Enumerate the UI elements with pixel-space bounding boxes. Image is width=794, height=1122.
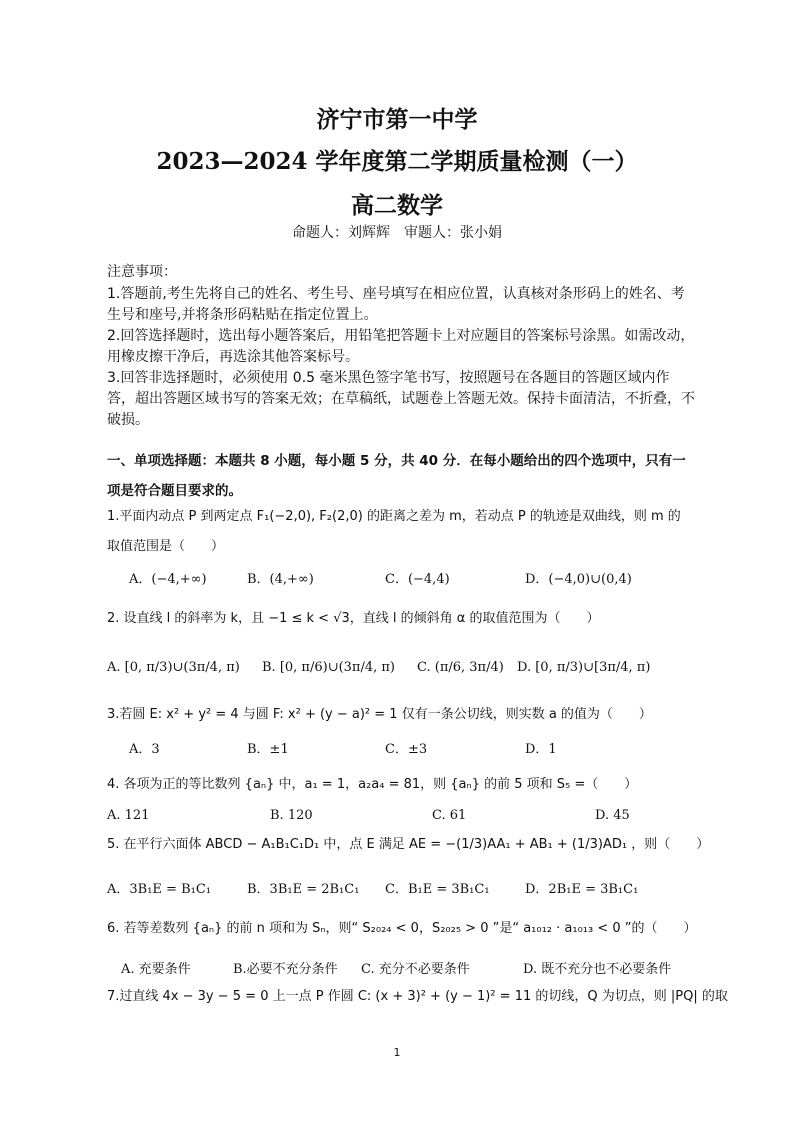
- question-3: [107, 700, 707, 730]
- option-c: C．(−4,4): [385, 572, 450, 587]
- question-5: [107, 830, 710, 860]
- option-d: D. 既不充分也不必要条件: [523, 962, 672, 977]
- option-d: D. 45: [595, 808, 630, 823]
- option-b: B．±1: [247, 742, 289, 757]
- option-a: A. 充要条件: [121, 962, 191, 977]
- question-5-options: [107, 878, 697, 902]
- question-6: [107, 914, 707, 944]
- question-4: [107, 770, 707, 800]
- question-6-line-1: 6. 若等差数列 {aₙ} 的前 n 项和为 Sₙ，则“ S₂₀₂₄ < 0，S₂₀₂₅ > 0 ”是“ a₁₀₁₂ · a₁₀₁₃ < 0 ”的（ ）: [107, 921, 697, 936]
- option-a: A. 121: [107, 808, 150, 823]
- option-a: A．3B₁E = B₁C₁: [107, 882, 211, 897]
- authors-line: 命题人：刘辉辉 审题人：张小娟: [292, 225, 502, 241]
- question-1-options: [107, 568, 697, 592]
- option-a: A. [0, π/3)∪(3π/4, π): [107, 660, 240, 675]
- question-2: [107, 604, 707, 634]
- option-d: D. [0, π/3)∪[3π/4, π): [517, 660, 651, 675]
- option-b: B．(4,+∞): [247, 572, 314, 587]
- option-b: B.必要不充分条件: [233, 962, 338, 977]
- option-a: A．3: [129, 742, 160, 757]
- option-c: C. 61: [432, 808, 467, 823]
- question-1-line-1: 1.平面内动点 P 到两定点 F₁(−2,0), F₂(2,0) 的距离之差为 m，若动点 P 的轨迹是双曲线，则 m 的: [107, 509, 681, 524]
- option-d: D．(−4,0)∪(0,4): [525, 572, 632, 587]
- option-d: D．1: [525, 742, 557, 757]
- subject-title: 高二数学: [351, 192, 443, 219]
- question-5-line-1: 5. 在平行六面体 ABCD − A₁B₁C₁D₁ 中，点 E 满足 AE = −(1/3)AA₁ + AB₁ + (1/3)AD₁ ，则（ ）: [107, 837, 710, 852]
- option-c: C．B₁E = 3B₁C₁: [385, 882, 490, 897]
- exam-title: 2023—2024 学年度第二学期质量检测（一）: [156, 148, 638, 175]
- section-heading-line-1: 一、单项选择题：本题共 8 小题，每小题 5 分，共 40 分．在每小题给出的四个选项中，只有一: [107, 453, 686, 469]
- question-1-line-2: 取值范围是（ ）: [107, 539, 225, 554]
- notice-item-3: 3.回答非选择题时，必须使用 0.5 毫米黑色签字笔书写，按照题号在各题目的答题区域内作答，超出答题区域书写的答案无效；在草稿纸，试题卷上答题无效。保持卡面清洁，不折叠，不破损。: [107, 370, 695, 428]
- school-title: 济宁市第一中学: [316, 106, 478, 133]
- question-3-line-1: 3.若圆 E: x² + y² = 4 与圆 F: x² + (y − a)² = 1 仅有一条公切线，则实数 a 的值为（ ）: [107, 707, 652, 722]
- option-c: C．±3: [385, 742, 428, 757]
- option-d: D．2B₁E = 3B₁C₁: [525, 882, 639, 897]
- notice-item-1: 1.答题前,考生先将自己的姓名、考生号、座号填写在相应位置，认真核对条形码上的姓名、考生号和座号,并将条形码粘贴在指定位置上。: [107, 286, 685, 323]
- option-a: A．(−4,+∞): [129, 572, 207, 587]
- question-2-line-1: 2. 设直线 l 的斜率为 k，且 −1 ≤ k < √3，直线 l 的倾斜角 α 的取值范围为（ ）: [107, 611, 600, 626]
- question-2-options: [107, 660, 697, 684]
- section-heading: [107, 446, 707, 506]
- question-6-options: [107, 958, 697, 982]
- notice-item-2: 2.回答选择题时，选出每小题答案后，用铅笔把答题卡上对应题目的答案标号涂黑。如需改动，用橡皮擦干净后，再选涂其他答案标号。: [107, 328, 695, 365]
- question-7: [107, 982, 728, 1012]
- option-c: C. 充分不必要条件: [361, 962, 470, 977]
- option-b: B. [0, π/6)∪(3π/4, π): [262, 660, 396, 675]
- section-heading-line-2: 项是符合题目要求的。: [107, 483, 242, 499]
- notice-heading: 注意事项：: [107, 264, 177, 280]
- question-3-options: [107, 738, 697, 762]
- question-1: [107, 502, 707, 562]
- question-7-line-1: 7.过直线 4x − 3y − 5 = 0 上一点 P 作圆 C: (x + 3)² + (y − 1)² = 11 的切线，Q 为切点，则 |PQ| 的取: [107, 989, 728, 1004]
- question-4-options: [107, 808, 697, 832]
- page-number: 1: [393, 1046, 401, 1059]
- option-c: C. (π/6, 3π/4): [417, 660, 504, 675]
- question-4-line-1: 4. 各项为正的等比数列 {aₙ} 中，a₁ = 1，a₂a₄ = 81，则 {aₙ} 的前 5 项和 S₅ =（ ）: [107, 777, 638, 792]
- option-b: B．3B₁E = 2B₁C₁: [247, 882, 360, 897]
- option-b: B. 120: [270, 808, 313, 823]
